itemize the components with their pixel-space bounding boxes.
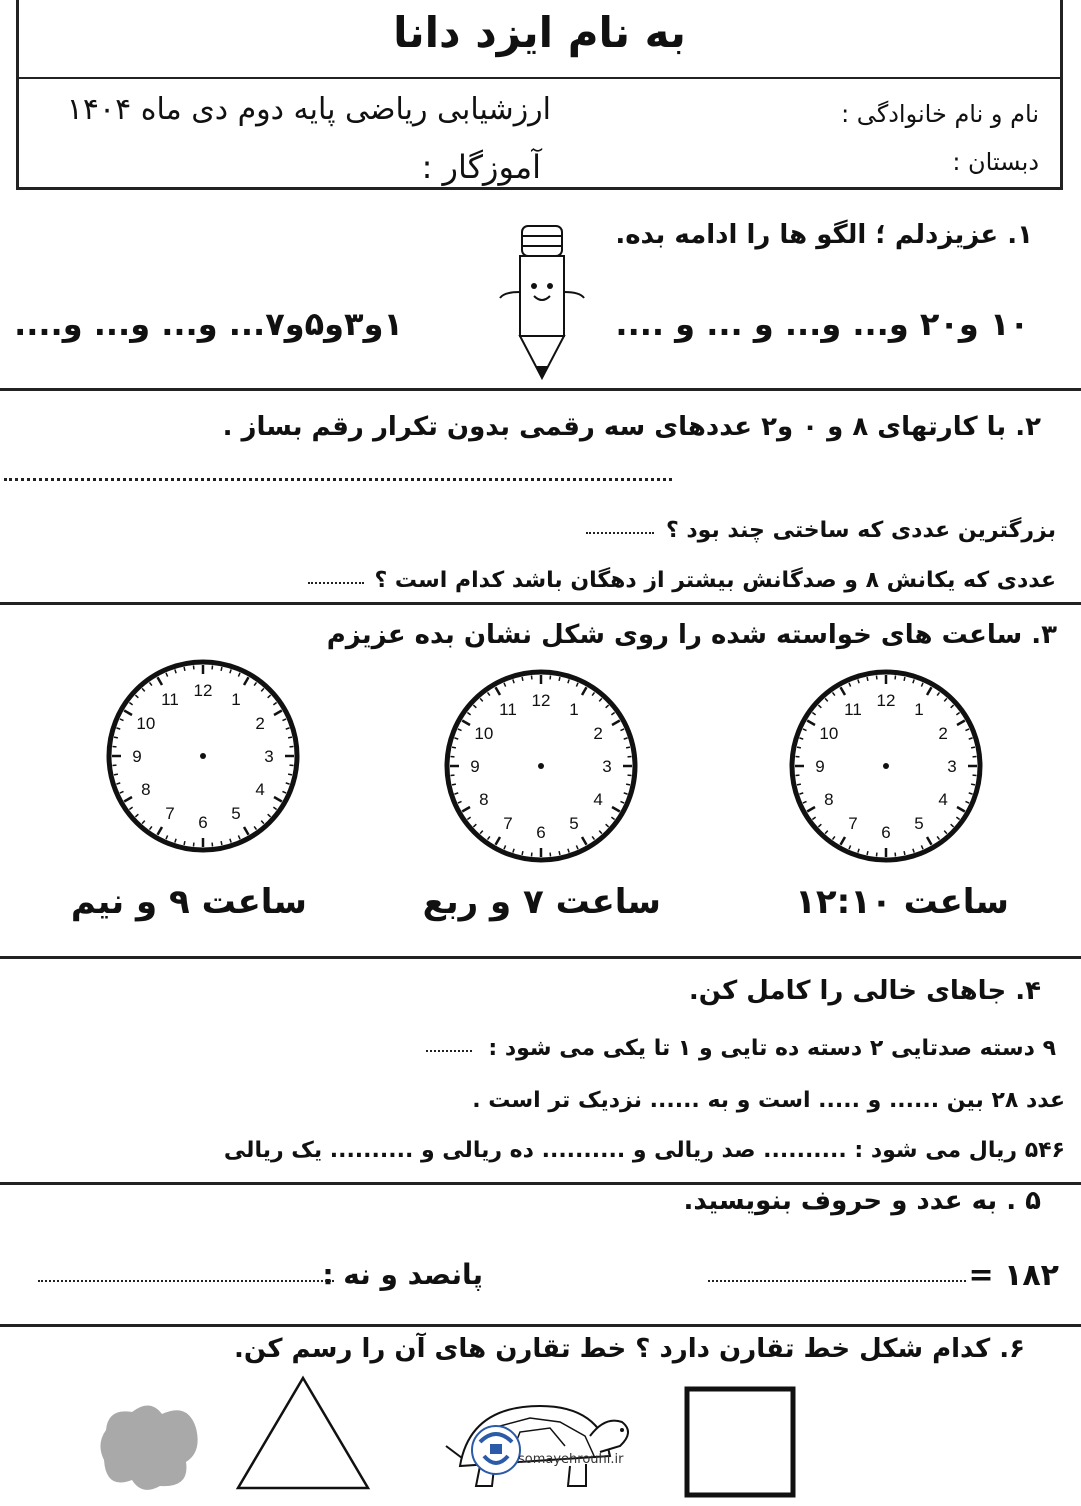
- clock-number: 9: [470, 757, 480, 776]
- q5-words-item: پانصد و نه :: [322, 1258, 483, 1291]
- clock-center-dot: [883, 763, 889, 769]
- clock-number: 5: [914, 814, 924, 834]
- clock-number: 3: [264, 747, 274, 766]
- clock-tick: [288, 737, 292, 738]
- clock-tick: [452, 747, 456, 748]
- q2-answer-line[interactable]: [4, 478, 672, 481]
- clock-tick: [221, 841, 222, 845]
- section-divider: [0, 956, 1081, 959]
- clock-number: 6: [198, 813, 208, 832]
- clock-number: 6: [536, 823, 546, 842]
- clock-number: 3: [947, 757, 957, 776]
- watermark-logo: [470, 1420, 522, 1486]
- q2-condition-blank[interactable]: [308, 582, 364, 584]
- clock-tick: [904, 851, 905, 855]
- clock-tick: [522, 851, 523, 855]
- clock-tick: [626, 747, 630, 748]
- clock-number: 11: [161, 689, 179, 709]
- section-divider: [0, 388, 1081, 391]
- exam-title: ارزشیابی ریاضی پایه دوم دی ماه ۱۴۰۴: [66, 92, 551, 127]
- clock-tick: [867, 677, 868, 681]
- clock-tick: [221, 667, 222, 671]
- teacher-label: آموزگار :: [421, 148, 541, 186]
- school-label: دبستان :: [952, 148, 1039, 176]
- q1-pattern-right: ۱۰ و۲۰ و... و... و ... و ....: [615, 305, 1029, 343]
- q2-heading: ۲. با کارتهای ۸ و ۰ و۲ عددهای سه رقمی بدون تکرار رقم بساز .: [222, 412, 1041, 442]
- clock-number: 8: [141, 780, 151, 799]
- clock-number: 4: [593, 790, 603, 809]
- clock-number: 12: [531, 691, 551, 710]
- clock-tick: [114, 774, 118, 775]
- clock-number: 10: [819, 724, 839, 743]
- pencil-mascot-icon: [490, 222, 590, 382]
- watermark-site: somayehrouhi.ir: [518, 1452, 624, 1467]
- clock-number: 8: [824, 790, 834, 809]
- clock-face-1[interactable]: [786, 666, 986, 866]
- clock-number: 2: [255, 714, 265, 733]
- q4-line-2: عدد ۲۸ بین ...... و ..... است و به ...... نزدیک تر است .: [472, 1088, 1065, 1113]
- section-divider: [0, 1182, 1081, 1185]
- square-shape[interactable]: [684, 1386, 796, 1498]
- clock-number: 7: [165, 804, 175, 824]
- clock-number: 7: [848, 814, 858, 834]
- q1-heading: ۱. عزیزدلم ؛ الگو ها را ادامه بده.: [615, 220, 1033, 250]
- clock-number: 3: [602, 757, 612, 776]
- q5-heading: ۵ . به عدد و حروف بنویسید.: [683, 1186, 1041, 1216]
- clock-number: 6: [881, 823, 891, 842]
- clock-face-3[interactable]: [103, 656, 303, 856]
- q2-largest-question: بزرگترین عددی که ساختی چند بود ؟: [665, 518, 1056, 543]
- page-title: به نام ایزد دانا: [393, 8, 686, 57]
- clock-tick: [559, 677, 560, 681]
- q2-condition-question: عددی که یکانش ۸ و صدگانش بیشتر از دهگان باشد کدام است ؟: [374, 568, 1056, 593]
- clock-number: 5: [569, 814, 579, 834]
- clock-tick: [797, 784, 801, 785]
- clock-tick: [904, 677, 905, 681]
- clock-tick: [626, 784, 630, 785]
- clock-number: 10: [136, 714, 156, 733]
- clock-number: 12: [876, 691, 896, 710]
- clock-number: 4: [255, 780, 265, 799]
- q4-line-1-blank[interactable]: [426, 1050, 472, 1052]
- clock-number: 2: [938, 724, 948, 743]
- header-divider: [19, 77, 1060, 79]
- q3-heading: ۳. ساعت های خواسته شده را روی شکل نشان بده عزیزم: [326, 620, 1057, 650]
- clock-number: 8: [479, 790, 489, 809]
- clock-tick: [867, 851, 868, 855]
- clock-number: 11: [844, 699, 862, 719]
- clock-number: 9: [132, 747, 142, 766]
- clock-tick: [797, 747, 801, 748]
- clock-number: 9: [815, 757, 825, 776]
- q2-largest-blank[interactable]: [586, 532, 654, 534]
- clock-number: 1: [231, 689, 241, 709]
- clock-number: 4: [938, 790, 948, 809]
- clock-tick: [971, 784, 975, 785]
- clock-number: 1: [914, 699, 924, 719]
- clock-number: 7: [503, 814, 513, 834]
- q4-line-1: ۹ دسته صدتایی ۲ دسته ده تایی و ۱ تا یکی می شود :: [488, 1036, 1056, 1061]
- q5-number-item: ۱۸۲ =: [968, 1258, 1059, 1293]
- clock-number: 2: [593, 724, 603, 743]
- q1-pattern-left: ۱و۳و۵و۷... و... و... و....: [14, 305, 403, 343]
- clock-tick: [184, 841, 185, 845]
- section-divider: [0, 602, 1081, 605]
- clock-number: 11: [499, 699, 517, 719]
- clock-number: 5: [231, 804, 241, 824]
- clock-number: 10: [474, 724, 494, 743]
- clock-number: 12: [193, 681, 213, 700]
- triangle-shape[interactable]: [234, 1374, 372, 1494]
- clock-tick: [522, 677, 523, 681]
- clock-label-2: ساعت ۷ و ربع: [422, 882, 661, 922]
- section-divider: [0, 1324, 1081, 1327]
- clock-number: 1: [569, 699, 579, 719]
- q4-heading: ۴. جاهای خالی را کامل کن.: [688, 976, 1041, 1006]
- clock-tick: [559, 851, 560, 855]
- clock-tick: [114, 737, 118, 738]
- q5-words-blank[interactable]: [38, 1280, 334, 1282]
- clock-tick: [971, 747, 975, 748]
- irregular-blob-shape[interactable]: [98, 1396, 202, 1496]
- clock-label-1: ساعت ۱۲:۱۰: [795, 882, 1009, 922]
- clock-face-2[interactable]: [441, 666, 641, 866]
- q4-line-3: ۵۴۶ ریال می شود : .......... صد ریالی و .......... ده ریالی و .......... یک ریالی: [223, 1138, 1065, 1163]
- clock-label-3: ساعت ۹ و نیم: [70, 882, 307, 922]
- q5-number-blank[interactable]: [708, 1280, 966, 1282]
- q6-heading: ۶. کدام شکل خط تقارن دارد ؟ خط تقارن های آن را رسم کن.: [234, 1334, 1025, 1364]
- clock-tick: [288, 774, 292, 775]
- clock-center-dot: [200, 753, 206, 759]
- name-label: نام و نام خانوادگی :: [841, 100, 1039, 128]
- clock-tick: [184, 667, 185, 671]
- clock-center-dot: [538, 763, 544, 769]
- clock-tick: [452, 784, 456, 785]
